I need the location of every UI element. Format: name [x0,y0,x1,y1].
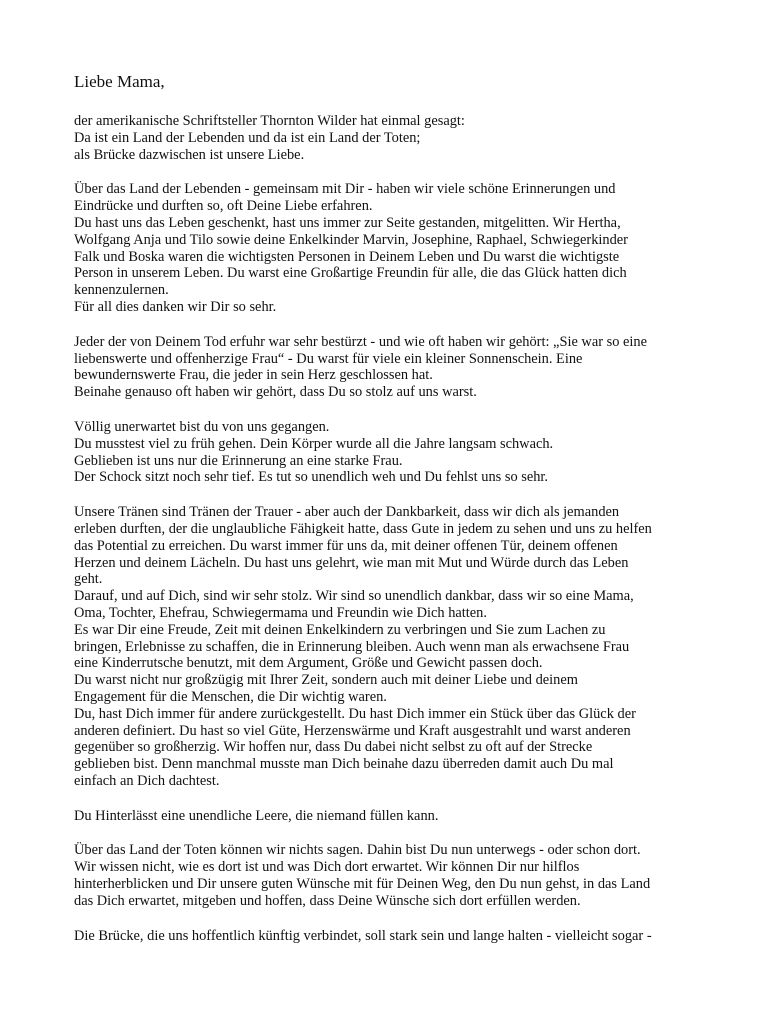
text-line: Oma, Tochter, Ehefrau, Schwiegermama und Freundin wie Dich hatten. [74,604,487,621]
text-line: geblieben bist. Denn manchmal musste man Dich beinahe dazu überreden damit auch Du mal [74,756,614,773]
text-line: Eindrücke und durften so, oft Deine Liebe erfahren. [74,198,373,215]
text-line: eine Kinderrutsche benutzt, mit dem Argument, Größe und Gewicht passen doch. [74,655,543,672]
text-line: Herzen und deinem Lächeln. Du hast uns gelehrt, wie man mit Mut und Würde durch das Leben [74,554,629,571]
letter-paragraph [74,842,708,909]
text-line: bewundernswerte Frau, die jeder in sein Herz geschlossen hat. [74,367,433,384]
letter-greeting: Liebe Mama, [74,72,165,91]
text-line: Geblieben ist uns nur die Erinnerung an eine starke Frau. [74,452,403,469]
text-line: liebenswerte und offenherzige Frau“ - Du warst für viele ein kleiner Sonnenschein. Eine [74,350,583,367]
text-line: Du Hinterlässt eine unendliche Leere, die niemand füllen kann. [74,807,439,824]
letter-paragraph [74,808,708,825]
text-line: kennenzulernen. [74,282,169,299]
text-line: Person in unserem Leben. Du warst eine Großartige Freundin für alle, die das Glück hatten dich [74,265,627,282]
text-line: Falk und Boska waren die wichtigsten Personen in Deinem Leben und Du warst die wichtigste [74,248,620,265]
letter-paragraph [74,334,708,401]
text-line: geht. [74,571,103,588]
letter-paragraph [74,928,708,945]
text-line: Völlig unerwartet bist du von uns gegangen. [74,418,330,435]
text-line: Beinahe genauso oft haben wir gehört, dass Du so stolz auf uns warst. [74,384,477,401]
text-line: Die Brücke, die uns hoffentlich künftig verbindet, soll stark sein und lange halten - vielleicht sogar - [74,927,652,944]
text-line: anderen definiert. Du hast so viel Güte, Herzenswärme und Kraft ausgestrahlt und warst anderen [74,722,631,739]
text-line: Über das Land der Lebenden - gemeinsam mit Dir - haben wir viele schöne Erinnerungen und [74,181,616,198]
text-line: Du warst nicht nur großzügig mit Ihrer Zeit, sondern auch mit deiner Liebe und deinem [74,672,578,689]
text-line: Für all dies danken wir Dir so sehr. [74,298,277,315]
text-line: Über das Land der Toten können wir nichts sagen. Dahin bist Du nun unterwegs - oder schon dort. [74,842,641,859]
text-line: Der Schock sitzt noch sehr tief. Es tut so unendlich weh und Du fehlst uns so sehr. [74,469,549,486]
letter-paragraph [74,113,708,163]
text-line: erleben durften, der die unglaubliche Fähigkeit hatte, dass Gute in jedem zu sehen und uns zu helfen [74,520,652,537]
letter-paragraph [74,419,708,486]
text-line: Engagement für die Menschen, die Dir wichtig waren. [74,688,387,705]
text-line: Wir wissen nicht, wie es dort ist und was Dich dort erwartet. Wir können Dir nur hilflos [74,859,580,876]
text-line: das Potential zu erreichen. Du warst immer für uns da, mit deiner offenen Tür, deinem offenen [74,537,618,554]
text-line: bringen, Erlebnisse zu schaffen, die in Erinnerung bleiben. Auch wenn man als erwachsene Frau [74,638,630,655]
letter-paragraph [74,504,708,790]
text-line: Du musstest viel zu früh gehen. Dein Körper wurde all die Jahre langsam schwach. [74,435,554,452]
text-line: Du hast uns das Leben geschenkt, hast uns immer zur Seite gestanden, mitgelitten. Wir Hertha, [74,214,621,231]
text-line: Unsere Tränen sind Tränen der Trauer - aber auch der Dankbarkeit, dass wir dich als jemanden [74,504,620,521]
text-line: gegenüber so großherzig. Wir hoffen nur, dass Du dabei nicht selbst zu oft auf der Strecke [74,739,593,756]
text-line: Jeder der von Deinem Tod erfuhr war sehr bestürzt - und wie oft haben wir gehört: „Sie war so eine [74,333,647,350]
text-line: Wolfgang Anja und Tilo sowie deine Enkelkinder Marvin, Josephine, Raphael, Schwiegerkinder [74,231,628,248]
text-line: Es war Dir eine Freude, Zeit mit deinen Enkelkindern zu verbringen und Sie zum Lachen zu [74,621,606,638]
text-line: einfach an Dich dachtest. [74,772,220,789]
text-line: hinterherblicken und Dir unsere guten Wünsche mit für Deinen Weg, den Du nun gehst, in das Land [74,876,651,893]
text-line: Da ist ein Land der Lebenden und da ist ein Land der Toten; [74,129,421,146]
letter-paragraph [74,181,708,315]
text-line: Du, hast Dich immer für andere zurückgestellt. Du hast Dich immer ein Stück über das Glück der [74,705,636,722]
letter-body [74,113,708,944]
text-line: der amerikanische Schriftsteller Thornton Wilder hat einmal gesagt: [74,113,465,129]
text-line: als Brücke dazwischen ist unsere Liebe. [74,146,305,163]
text-line: das Dich erwartet, mitgeben und hoffen, dass Deine Wünsche sich dort erfüllen werden. [74,892,581,909]
text-line: Darauf, und auf Dich, sind wir sehr stolz. Wir sind so unendlich dankbar, dass wir so eine Mama, [74,588,634,605]
